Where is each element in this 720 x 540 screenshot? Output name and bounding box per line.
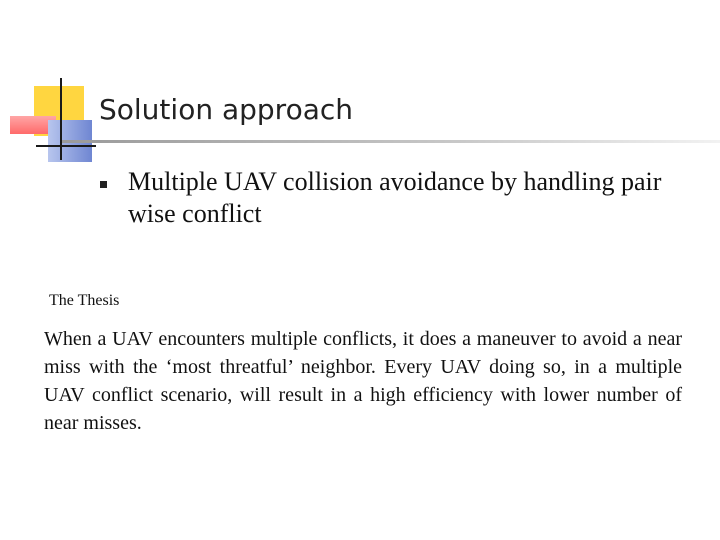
title-decoration-horizontal-line — [36, 145, 96, 147]
bullet-text: Multiple UAV collision avoidance by handling pair wise conflict — [128, 167, 662, 228]
thesis-paragraph: When a UAV encounters multiple conflicts, it does a maneuver to avoid a near miss with the ‘most threatful’ neighbor. Every UAV doing so, in a multiple UAV conflict scenario, will result in a high efficiency with lower number of near misses. — [44, 328, 682, 434]
bullet-square-icon — [100, 181, 107, 188]
title-decoration-vertical-line — [60, 78, 62, 160]
thesis-heading: The Thesis — [49, 292, 120, 309]
slide-title: Solution approach — [99, 93, 353, 126]
title-underline-rule — [62, 140, 720, 143]
